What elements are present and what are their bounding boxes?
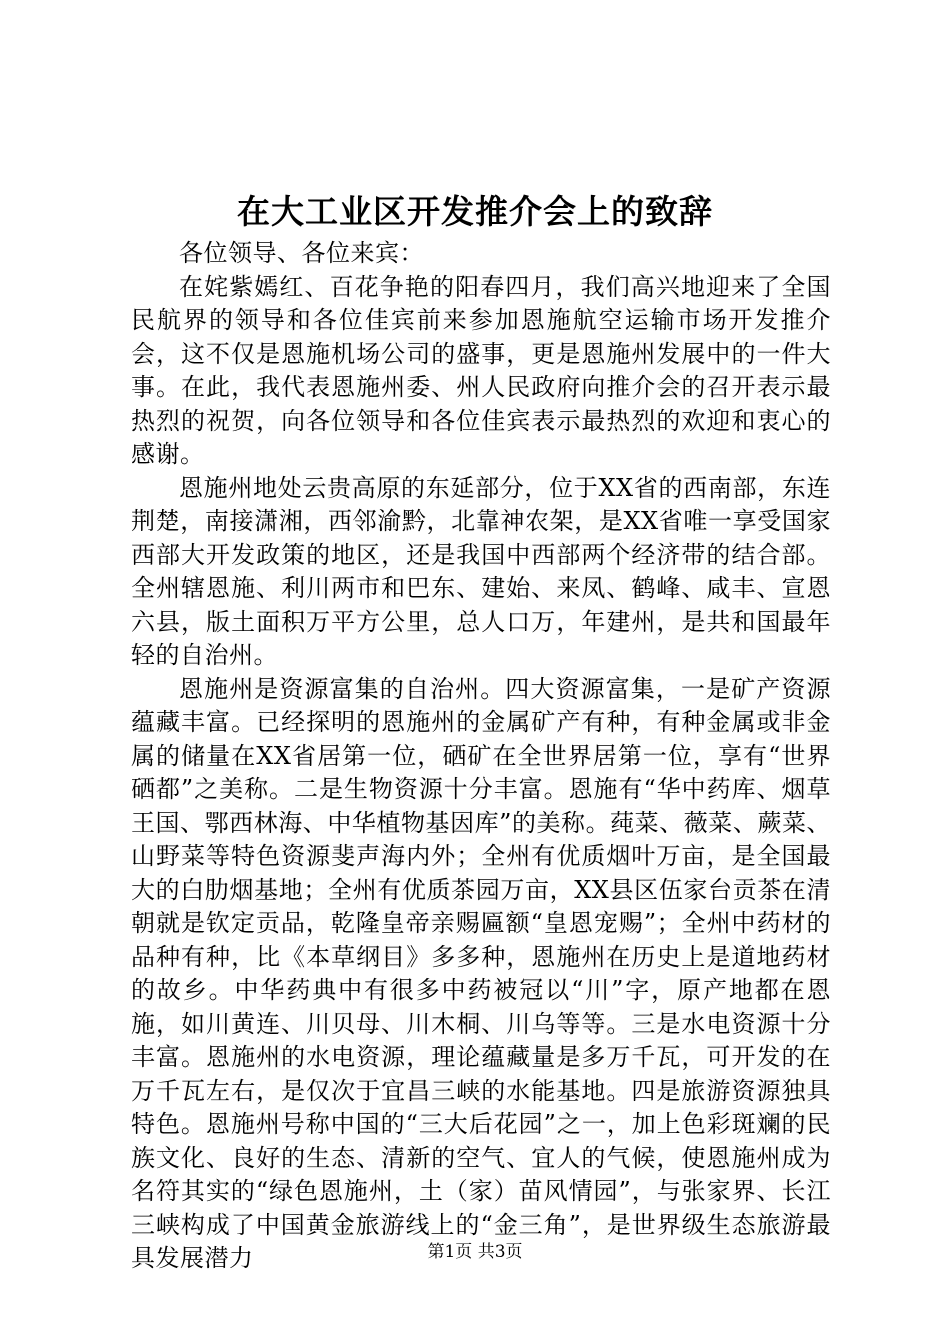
page-footer: 第1页 共3页 — [427, 1242, 523, 1262]
document-title: 在大工业区开发推介会上的致辞 — [237, 192, 713, 231]
paragraph: 恩施州地处云贵高原的东延部分，位于XX省的西南部，东连荆楚，南接潇湘，西邻渝黔，北靠神农架，是XX省唯一享受国家西部大开发政策的地区，还是我国中西部两个经济带的结合部。全州辖恩施、利川两市和巴东、建始、来凤、鹤峰、咸丰、宣恩六县，版土面积万平方公里，总人口万，年建州，是共和国最年轻的自治州。 — [131, 473, 831, 669]
salutation: 各位领导、各位来宾： — [179, 239, 424, 267]
paragraph: 恩施州是资源富集的自治州。四大资源富集，一是矿产资源蕴藏丰富。已经探明的恩施州的金属矿产有种，有种金属或非金属的储量在XX省居第一位，硒矿在全世界居第一位，享有“世界硒都”之美称。二是生物资源十分丰富。恩施有“华中药库、烟草王国、鄂西林海、中华植物基因库”的美称。莼菜、薇菜、蕨菜、山野菜等特色资源斐声海内外；全州有优质烟叶万亩，是全国最大的白肋烟基地；全州有优质茶园万亩，XX县区伍家台贡茶在清朝就是钦定贡品，乾隆皇帝亲赐匾额“皇恩宠赐”；全州中药材的品种有种，比《本草纲目》多多种，恩施州在历史上是道地药材的故乡。中华药典中有很多中药被冠以“川”字，原产地都在恩施，如川黄连、川贝母、川木桐、川乌等等。三是水电资源十分丰富。恩施州的水电资源，理论蕴藏量是多万千瓦，可开发的在万千瓦左右，是仅次于宜昌三峡的水能基地。四是旅游资源独具特色。恩施州号称中国的“三大后花园”之一，加上色彩斑斓的民族文化、良好的生态、清新的空气、宜人的气候，使恩施州成为名符其实的“绿色恩施州，土（家）苗风情园”，与张家界、长江三峡构成了中国黄金旅游线上的“金三角”，是世界级生态旅游最具发展潜力 — [131, 674, 831, 1272]
document-body — [131, 237, 831, 1276]
paragraph: 在姹紫嫣红、百花争艳的阳春四月，我们高兴地迎来了全国民航界的领导和各位佳宾前来参加恩施航空运输市场开发推介会，这不仅是恩施机场公司的盛事，更是恩施州发展中的一件大事。在此，我代表恩施州委、州人民政府向推介会的召开表示最热烈的祝贺，向各位领导和各位佳宾表示最热烈的欢迎和衷心的感谢。 — [131, 272, 831, 468]
